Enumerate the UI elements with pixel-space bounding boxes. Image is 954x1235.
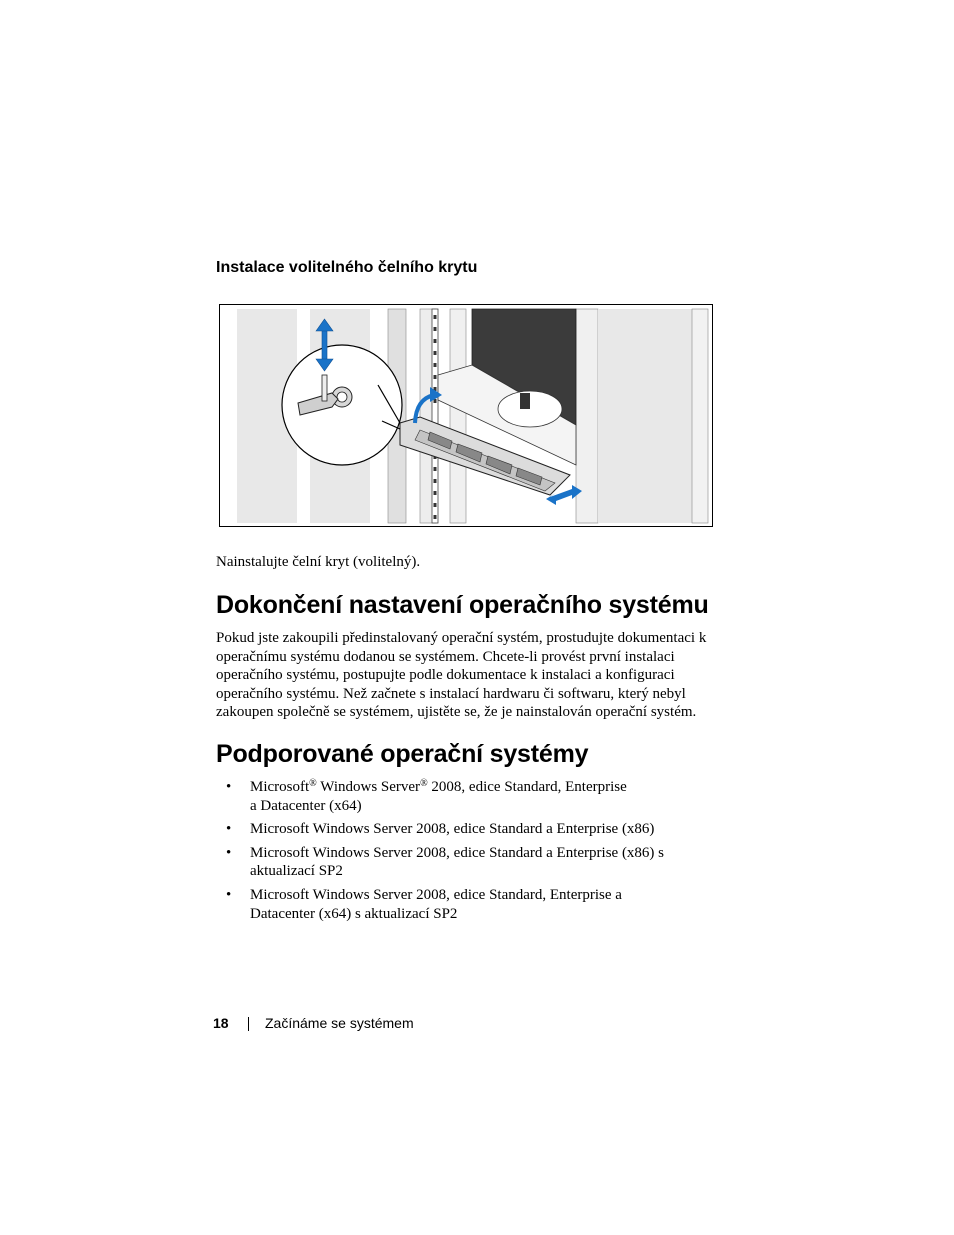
list-item-text: Windows Server xyxy=(316,779,421,795)
figure-caption: Nainstalujte čelní kryt (volitelný). xyxy=(216,554,421,570)
paragraph-line: zakoupen společně se systémem, ujistěte se, že je nainstalován operační systém. xyxy=(216,704,697,721)
list-item-text: aktualizací SP2 xyxy=(250,863,343,880)
list-item xyxy=(216,778,736,815)
list-item-text: Microsoft Windows Server 2008, edice Standard, Enterprise a xyxy=(250,886,622,903)
list-item xyxy=(216,844,736,881)
list-item xyxy=(216,886,736,923)
paragraph-line: operačního systému. Než začnete s instalací hardwaru či softwaru, který nebyl xyxy=(216,685,686,702)
list-item-text: a Datacenter (x64) xyxy=(250,797,362,814)
bullet-icon: • xyxy=(226,821,232,838)
paragraph-line: operačnímu systému dodanou se systémem. Chcete-li provést první instalaci xyxy=(216,648,675,665)
list-item-text: Microsoft xyxy=(250,779,310,795)
list-item-text: Microsoft Windows Server 2008, edice Standard a Enterprise (x86) s xyxy=(250,844,665,861)
section-heading-bezel: Instalace volitelného čelního krytu xyxy=(216,259,478,276)
footer-title: Začínáme se systémem xyxy=(265,1015,414,1031)
registered-mark: ® xyxy=(309,778,317,789)
page-footer xyxy=(213,1015,414,1031)
os-setup-paragraph xyxy=(216,629,726,722)
bullet-icon: • xyxy=(226,779,232,795)
list-item-text: Microsoft Windows Server 2008, edice Standard a Enterprise (x86) xyxy=(250,821,655,838)
bezel-illustration xyxy=(219,304,713,527)
bullet-icon: • xyxy=(226,844,232,861)
heading-os-setup: Dokončení nastavení operačního systému xyxy=(216,591,709,619)
list-item-text: 2008, edice Standard, Enterprise xyxy=(427,779,627,795)
supported-os-list xyxy=(216,778,736,923)
paragraph-line: Pokud jste zakoupili předinstalovaný operační systém, prostudujte dokumentaci k xyxy=(216,630,707,646)
heading-supported-os: Podporované operační systémy xyxy=(216,740,589,768)
bullet-icon: • xyxy=(226,886,232,903)
list-item-text: Datacenter (x64) s aktualizací SP2 xyxy=(250,905,458,922)
paragraph-line: operačního systému, postupujte podle dokumentace k instalaci a konfiguraci xyxy=(216,667,675,684)
footer-divider xyxy=(248,1017,249,1031)
registered-mark: ® xyxy=(420,778,428,789)
page-number: 18 xyxy=(213,1015,229,1031)
list-item xyxy=(216,820,736,839)
